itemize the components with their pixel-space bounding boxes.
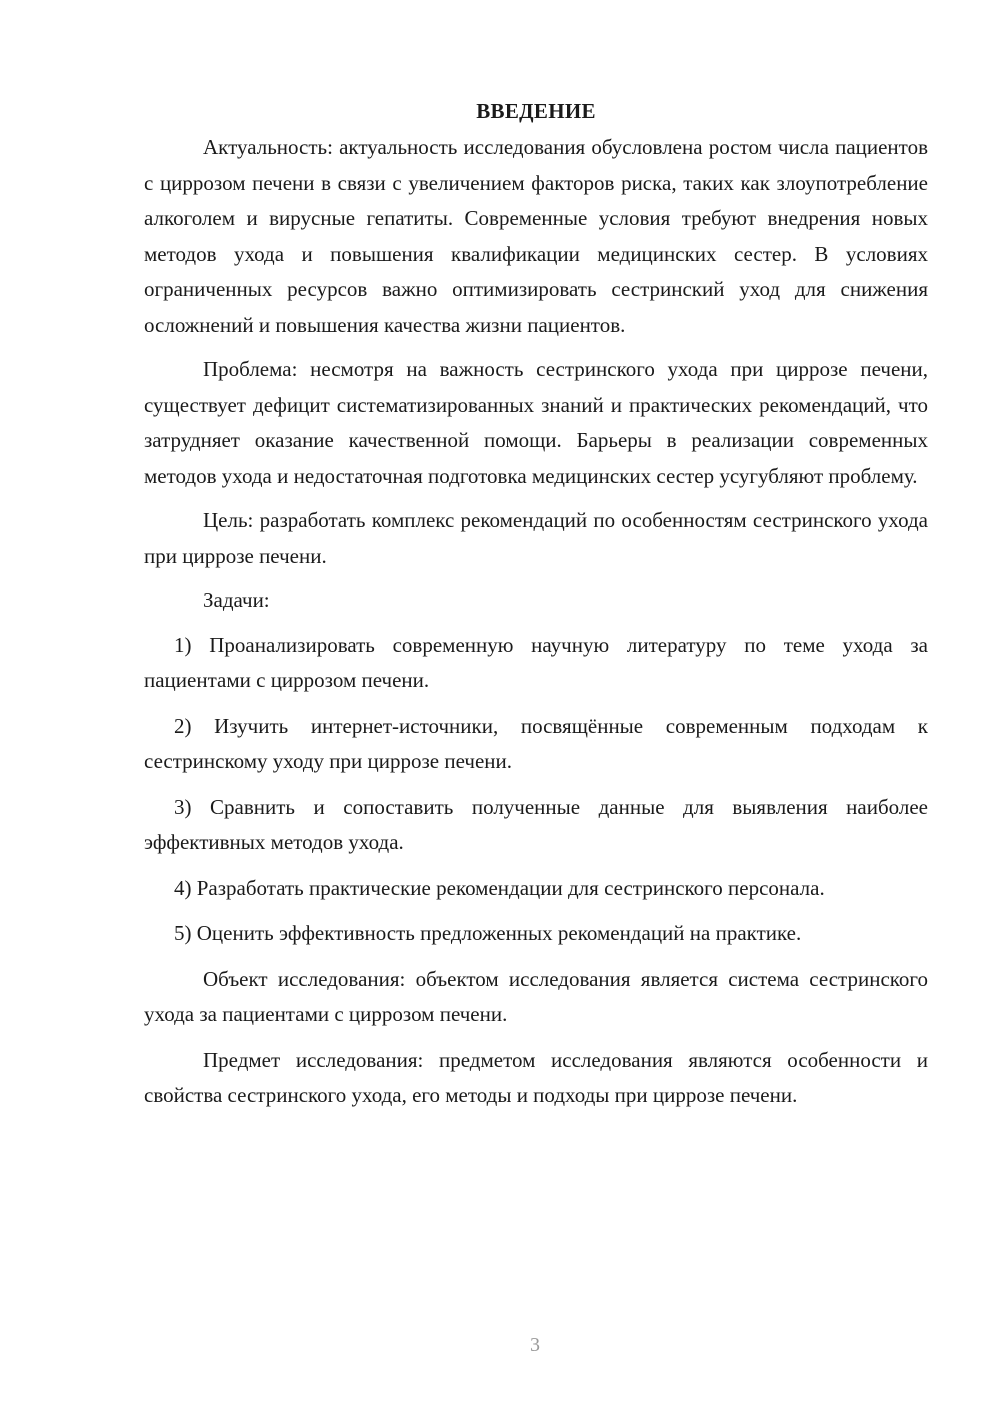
paragraph-object: Объект исследования: объектом исследования является система сестринского ухода за пациентами с циррозом печени. — [144, 966, 928, 1026]
page-number: 3 — [530, 1334, 540, 1356]
task-item: 2) Изучить интернет-источники, посвящённые современным подходам к сестринскому уходу при циррозе печени. — [144, 713, 928, 773]
task-item: 4) Разработать практические рекомендации для сестринского персонала. — [174, 875, 825, 900]
paragraph-subject: Предмет исследования: предметом исследования являются особенности и свойства сестринского ухода, его методы и подходы при циррозе печени. — [144, 1047, 928, 1107]
tasks-list — [144, 628, 928, 952]
paragraph-relevance: Актуальность: актуальность исследования обусловлена ростом числа пациентов с циррозом печени в связи с увеличением факторов риска, таких как злоупотребление алкоголем и вирусные гепатиты. Современные условия требуют внедрения новых методов ухода и повышения квалификации медицинских сестер. В условиях ограниченных ресурсов важно оптимизировать сестринский уход для снижения осложнений и повышения качества жизни пациентов. — [144, 135, 928, 337]
task-item: 1) Проанализировать современную научную литературу по теме ухода за пациентами с циррозом печени. — [144, 632, 928, 692]
task-item: 3) Сравнить и сопоставить полученные данные для выявления наиболее эффективных методов ухода. — [144, 794, 928, 854]
task-item: 5) Оценить эффективность предложенных рекомендаций на практике. — [174, 921, 802, 945]
paragraph-goal: Цель: разработать комплекс рекомендаций по особенностям сестринского ухода при циррозе печени. — [144, 508, 928, 568]
paragraph-problem: Проблема: несмотря на важность сестринского ухода при циррозе печени, существует дефицит систематизированных знаний и практических рекомендаций, что затрудняет оказание качественной помощи. Барьеры в реализации современных методов ухода и недостаточная подготовка медицинских сестер усугубляют проблему. — [144, 357, 928, 488]
tasks-heading: Задачи: — [203, 588, 270, 612]
page-title: ВВЕДЕНИЕ — [476, 99, 596, 123]
document-page — [144, 96, 928, 1114]
